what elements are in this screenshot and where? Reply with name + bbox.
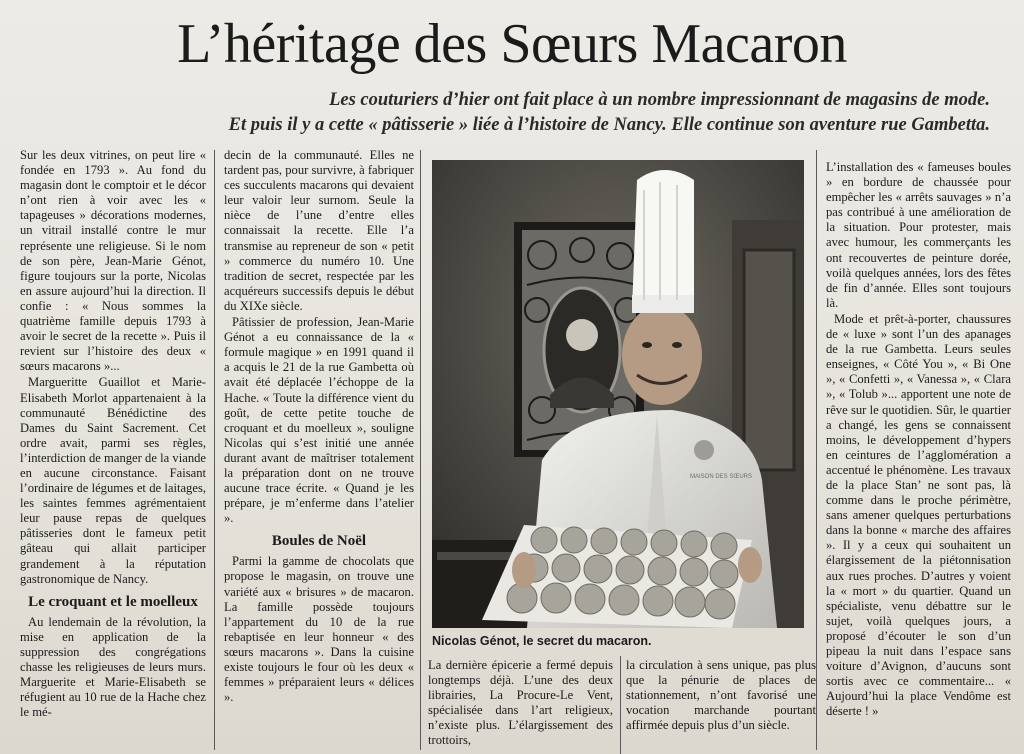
standfirst xyxy=(70,88,990,138)
subheading-croquant: Le croquant et le moelleux xyxy=(28,593,198,610)
column-rule xyxy=(816,150,817,750)
standfirst-line-2: Et puis il y a cette « pâtisserie » liée à l’histoire de Nancy. Elle continue son aventure rue Gambetta. xyxy=(228,115,990,135)
paragraph: Margueritte Guaillot et Marie-Elisabeth Morlot appartenaient à la communauté Bénédictine des Dames du Saint Sacrement. Cet ordre avait, parmi ses règles, l’interdiction de manger de la viande en aucune circonstance. Faisant l’ordinaire de légumes et de laitages, les saintes femmes agrémentaient leur pause repas de quelques pâtisseries dont le fameux petit gâteau qui allait participer grandement à la réputation gastronomique de Nancy. xyxy=(20,375,206,586)
paragraph: la circulation à sens unique, pas plus que la pénurie de places de stationnement, n’ont favorisé une vocation marchande pourtant affirmée depuis plus d’un siècle. xyxy=(626,658,816,733)
paragraph: decin de la communauté. Elles ne tardent pas, pour survivre, à fabriquer ces succulents macarons qui devaient leur valoir leur surnom. Seule la nièce de l’une d’entre elles connaissait la recette. Elle l’a transmise au repreneur de son « petit » commerce du numéro 10. Une tradition de secret, respectée par les acquéreurs successifs depuis le début du XIXe siècle. xyxy=(224,148,414,313)
paragraph: Sur les deux vitrines, on peut lire « fondée en 1793 ». Au fond du magasin dont le comptoir et le décor n’ont rien à voir avec les « tapageuses » décorations modernes, un vitrail installé contre le mur représente une religieuse. Si le nom de son père, Jean-Marie Génot, figure toujours sur la porte, Nicolas en assure aujourd’hui la direction. Il confie : « Nous sommes la quatrième famille depuis 1793 à avoir le secret de la recette ». Puis il revient sur l’histoire des deux « sœurs macarons »... xyxy=(20,148,206,374)
column-rule xyxy=(214,150,215,750)
column-3 xyxy=(826,160,1011,720)
standfirst-line-1: Les couturiers d’hier ont fait place à un nombre impressionnant de magasins de mode. xyxy=(329,90,990,110)
column-1 xyxy=(20,148,206,721)
paragraph: Au lendemain de la révolution, la mise en application de la suppression des congrégations chasse les religieuses de leurs murs. Marguerite et Marie-Elisabeth se réfugient au 10 rue de la Hache chez le mé- xyxy=(20,614,206,720)
photo-illustration xyxy=(432,160,804,628)
subheading-boules: Boules de Noël xyxy=(271,533,367,550)
paragraph: Parmi la gamme de chocolats que propose le magasin, on trouve une variété aux « brisures » de macaron. La famille possède toujours l’appartement du 10 de la rue rebaptisée en leur honneur « des sœurs macarons ». Dans la cuisine existe toujours le four où les deux « femmes » préparaient leurs « délices ». xyxy=(224,554,414,705)
photo-caption: Nicolas Génot, le secret du macaron. xyxy=(432,634,652,648)
column-4 xyxy=(428,658,613,750)
column-rule xyxy=(620,656,621,754)
paragraph: L’installation des « fameuses boules » en bordure de chaussée pour empêcher les « arrêts sauvages » n’a pas contribué à une amélioration de la situation. Pour protester, mais avec humour, les commerçants les ont recouvertes de peinture dorée, voilà quelques années, lors des fêtes de fin d’année. Elles sont toujours là. xyxy=(826,160,1011,310)
paragraph: Mode et prêt-à-porter, chaussures de « luxe » sont l’un des apanages de la rue Gambetta. Leurs seules enseignes, « Côté You », « Bi One », « Confetti », « Vanessa », « Clara », « Tolub »... apportent une note de rêve sur le quotidien. Sûr, le quartier a changé, les gens se connaissent moins, le développement d’hypers en ceintures de l’agglomération a accentué le phénomène. Les travaux de la place Stan’ ne sont pas, là comme dans le proche périmètre, sans amener quelques perturbations dans la bonne « marche des affaires ». Il y a ceux qui souhaitent un élargissement de la piétonnisation aux rues proches. D’autres y voient la « mort » du quartier. Quand un spécialiste, venu débattre sur le sujet, voilà quelques jours, a proposé d’écouter le son d’un pipeau la nuit dans l’espace sans voiture d’Avignon, d’aucuns sont sortis avec ce commentaire... « Aujourd’hui la place Vendôme est déserte ! » xyxy=(826,311,1011,719)
column-rule xyxy=(420,150,421,750)
paragraph: La dernière épicerie a fermé depuis longtemps déjà. L’une des deux librairies, La Procure-Le Vent, spécialisée dans l’art religieux, n’existe plus. L’élargissement des trottoirs, xyxy=(428,658,613,748)
svg-text:MAISON DES SŒURS: MAISON DES SŒURS xyxy=(690,474,753,480)
column-5 xyxy=(626,658,816,734)
photo-chef-with-macarons xyxy=(432,160,804,628)
column-2 xyxy=(224,148,414,706)
headline: L’héritage des Sœurs Macaron xyxy=(177,13,847,75)
paragraph: Pâtissier de profession, Jean-Marie Génot a eu connaissance de la « formule magique » en 1991 quand il a acquis le 21 de la rue Gambetta où avait été déplacée l’échoppe de la Hache. « Toute la différence vient du goût, de cette petite touche de croquant et du moelleux », souligne Nicolas qui s’est initié une année durant avant de maîtriser totalement la préparation dont on ne trouve aucune trace écrite. « Quand je les prépare, je m’enferme dans l’atelier ». xyxy=(224,315,414,526)
